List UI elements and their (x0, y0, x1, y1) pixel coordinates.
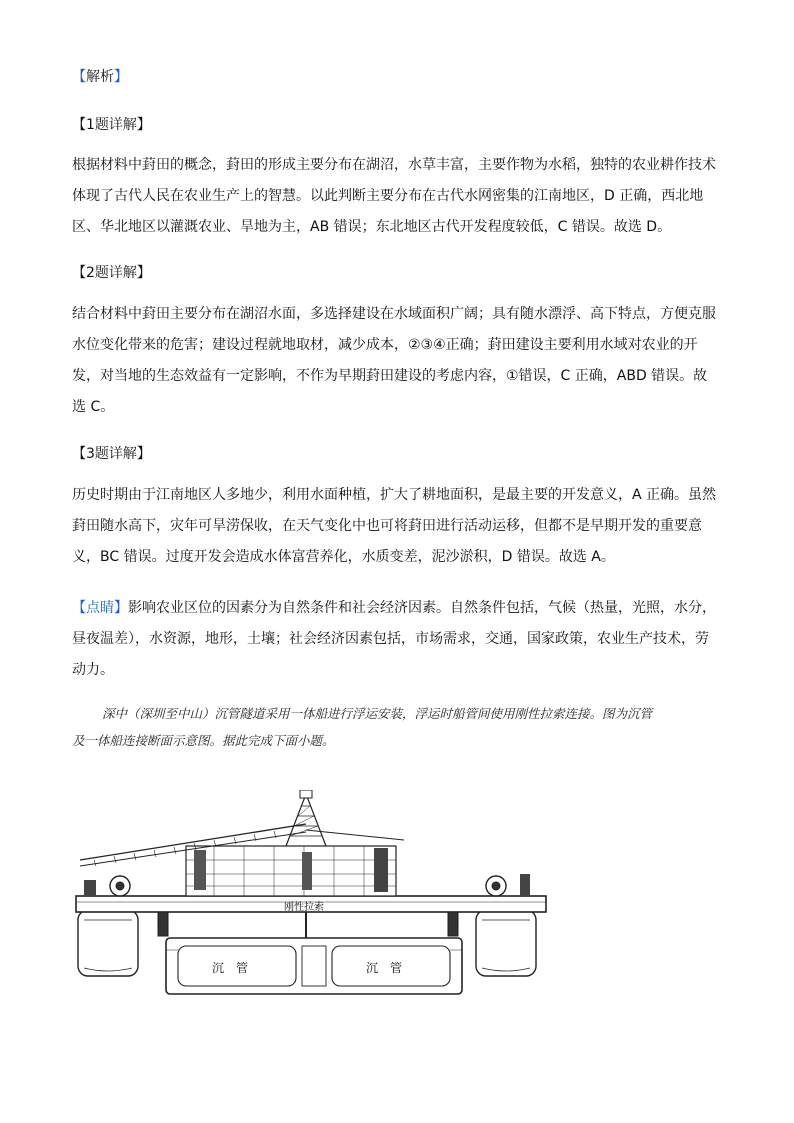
q1-line: 区、华北地区以灌溉农业、旱地为主，AB 错误；东北地区古代开发程度较低，C 错误。故选 D。 (72, 219, 672, 235)
pipe-left-label: 沉 管 (212, 961, 249, 975)
bracket-close: 】 (114, 69, 128, 85)
diagram-svg (74, 790, 552, 1000)
superstructure (186, 846, 396, 896)
q2-line: 水位变化带来的危害；建设过程就地取材，减少成本，②③④正确；葑田建设主要利用水域对农业的开 (72, 337, 698, 353)
left-winch (84, 876, 130, 896)
q1-paragraph (72, 150, 732, 243)
tips-paragraph (72, 593, 732, 686)
q1-heading: 【1题详解】 (72, 117, 151, 133)
left-pontoon (78, 910, 138, 976)
ship-pipe-diagram (74, 790, 552, 1000)
analysis-heading (72, 66, 128, 86)
q3-line: 义，BC 错误。过度开发会造成水体富营养化，水质变差，泥沙淤积，D 错误。故选 A。 (72, 549, 615, 565)
q2-line: 选 C。 (72, 399, 115, 415)
q1-line: 体现了古代人民在农业生产上的智慧。以此判断主要分布在古代水网密集的江南地区，D 正确，西北地 (72, 188, 704, 204)
tips-line: 动力。 (72, 662, 114, 678)
tips-text: 影响农业区位的因素分为自然条件和社会经济因素。自然条件包括，气候（热量，光照，水分， (128, 600, 716, 616)
q3-line: 历史时期由于江南地区人多地少，利用水面种植，扩大了耕地面积，是最主要的开发意义，A 正确。虽然 (72, 487, 717, 503)
bracket-open: 【 (72, 69, 86, 85)
analysis-label: 解析 (86, 69, 114, 85)
intro-line: 深中（深圳至中山）沉管隧道采用一体船进行浮运安装，浮运时船管间使用刚性拉索连接。图为沉管 (102, 706, 653, 721)
pipe-right-label: 沉 管 (366, 961, 403, 975)
tips-line (72, 593, 732, 624)
q3-paragraph (72, 480, 732, 573)
q1-line: 根据材料中葑田的概念，葑田的形成主要分布在湖沼，水草丰富，主要作物为水稻，独特的农业耕作技术 (72, 157, 716, 173)
cable-label: 刚性拉索 (284, 902, 324, 913)
q2-line: 结合材料中葑田主要分布在湖沼水面，多选择建设在水域面积广阔；具有随水漂浮、高下特点，方便克服 (72, 306, 716, 322)
right-winch (486, 874, 530, 896)
intro-line: 及一体船连接断面示意图。据此完成下面小题。 (72, 733, 335, 748)
q2-heading: 【2题详解】 (72, 265, 151, 281)
q2-paragraph (72, 299, 732, 423)
right-pontoon (476, 910, 536, 976)
tips-tag: 【点睛】 (72, 600, 128, 616)
tips-line: 昼夜温差），水资源，地形，土壤；社会经济因素包括，市场需求，交通，国家政策，农业生产技术，劳 (72, 631, 709, 647)
q3-line: 葑田随水高下，灾年可旱涝保收，在天气变化中也可将葑田进行活动运移，但都不是早期开发的重要意 (72, 518, 702, 534)
question-intro (72, 700, 732, 754)
q2-line: 发，对当地的生态效益有一定影响，不作为早期葑田建设的考虑内容，①错误，C 正确，ABD 错误。故 (72, 368, 708, 384)
q3-heading: 【3题详解】 (72, 446, 151, 462)
immersed-tube (166, 938, 462, 994)
lattice-tower (286, 790, 326, 846)
